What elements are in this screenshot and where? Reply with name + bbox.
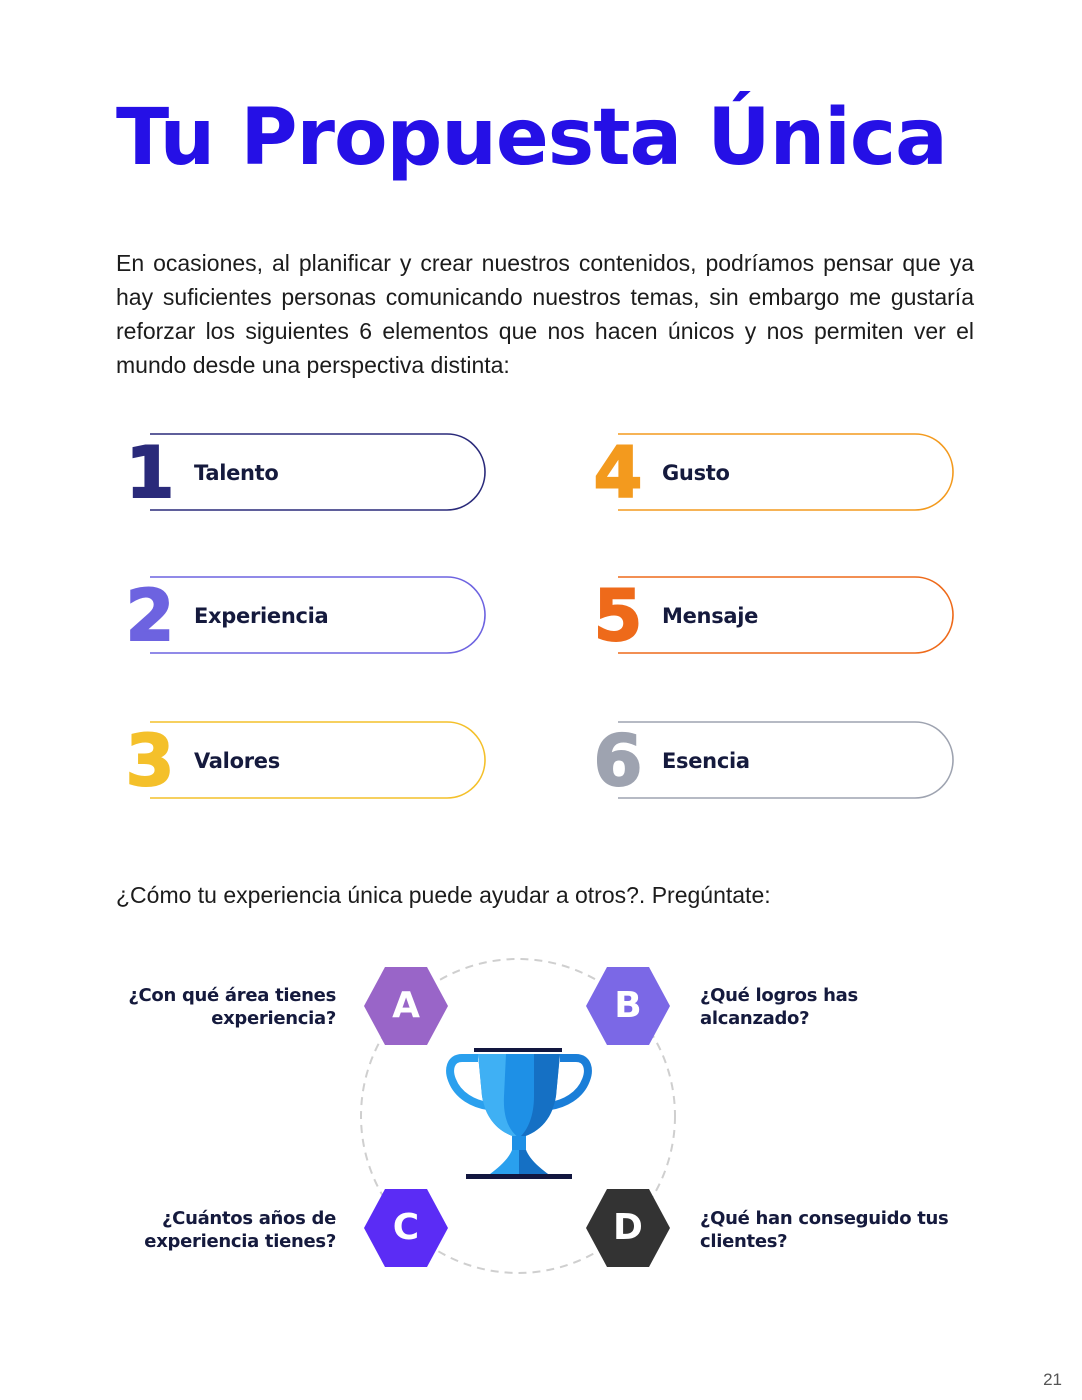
element-number: 3: [125, 720, 175, 802]
element-label: Talento: [194, 461, 279, 485]
element-item-mensaje: [588, 575, 956, 661]
element-label: Mensaje: [662, 604, 759, 628]
element-label: Valores: [194, 749, 280, 773]
hexagon-b: [585, 966, 671, 1046]
element-item-valores: [120, 720, 488, 806]
hexagon-c: [363, 1188, 449, 1268]
hexagon-letter: C: [392, 1207, 420, 1248]
element-item-gusto: [588, 432, 956, 518]
element-item-talento: [120, 432, 488, 518]
hexagon-letter: D: [613, 1207, 643, 1248]
question-c: ¿Cuántos años de experiencia tienes?: [144, 1208, 336, 1252]
hexagon-letter: A: [392, 985, 420, 1026]
hexagon-letter: B: [614, 985, 642, 1026]
page-title: Tu Propuesta Única: [116, 93, 947, 183]
question-prompt: ¿Cómo tu experiencia única puede ayudar a otros?. Pregúntate:: [116, 882, 771, 908]
unique-elements-list: [120, 424, 960, 814]
element-number: 4: [593, 432, 643, 514]
element-number: 5: [593, 575, 643, 657]
element-number: 6: [593, 720, 643, 802]
questions-diagram: [0, 950, 1082, 1290]
trophy-icon: [446, 1046, 592, 1188]
intro-paragraph: En ocasiones, al planificar y crear nuestros contenidos, podríamos pensar que ya hay suficientes personas comunicando nuestros temas, sin embargo me gustaría reforzar los siguientes 6 elementos que nos hacen únicos y nos permiten ver el mundo desde una perspectiva distinta:: [116, 250, 974, 378]
element-item-experiencia: [120, 575, 488, 661]
hexagon-d: [585, 1188, 671, 1268]
hexagon-a: [363, 966, 449, 1046]
element-label: Experiencia: [194, 604, 329, 628]
element-number: 1: [125, 432, 175, 514]
page-number: 21: [1043, 1370, 1062, 1389]
element-number: 2: [125, 575, 175, 657]
element-item-esencia: [588, 720, 956, 806]
element-label: Esencia: [662, 749, 750, 773]
question-b: ¿Qué logros has alcanzado?: [700, 985, 858, 1029]
question-d: ¿Qué han conseguido tus clientes?: [700, 1208, 949, 1252]
question-a: ¿Con qué área tienes experiencia?: [128, 985, 336, 1029]
element-label: Gusto: [662, 461, 730, 485]
